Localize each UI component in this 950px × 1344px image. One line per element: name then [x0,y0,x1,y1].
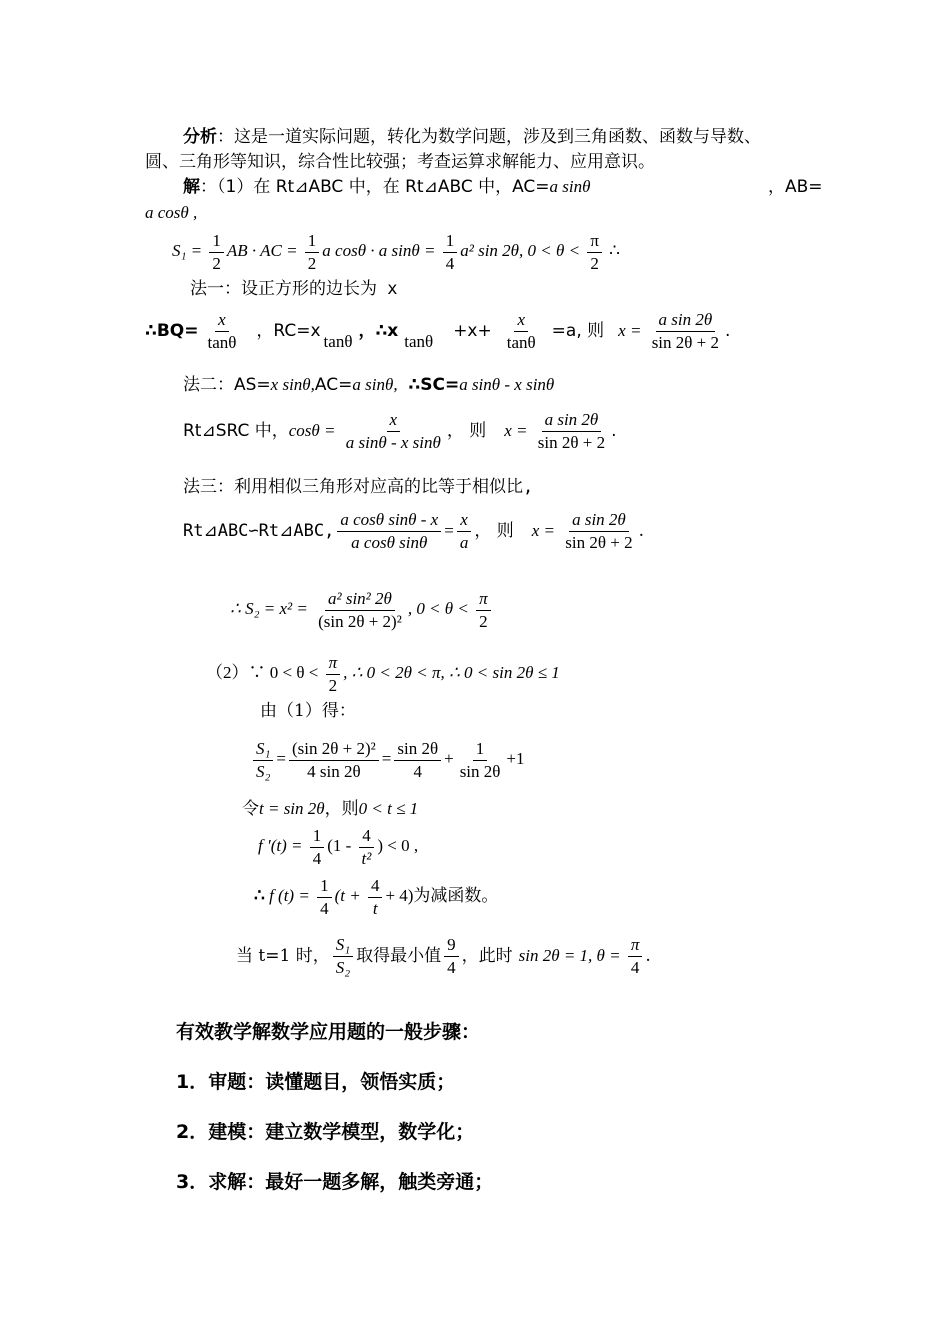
s1-end: a² sin 2θ, 0 < θ < [460,241,585,260]
s2-pi-fraction: $\frac{\pi}{2}$ [476,589,491,632]
x-over-a-fraction: $\frac{x}{a}$ [457,510,472,553]
solution-intro: ：（1）在 Rt⊿ABC 中，在 Rt⊿ABC 中，AC= [200,177,550,197]
decreasing-line: ∴ f (t) = $\frac{1}{4}$ (t + $\frac{4}{t}$ + 4)为减函数。 [254,875,499,918]
analysis-line-1 [183,126,761,148]
ab-expr: a cosθ , [145,203,198,222]
method3-title: 法三：利用相似三角形对应高的比等于相似比, [183,477,534,497]
step-item-1: 1．审题：读懂题目，领悟实质； [176,1071,456,1093]
cos-lhs: cosθ = [288,421,340,440]
analysis-text: ：这是一道实际问题，转化为数学问题，涉及到三角函数、函数与导数、 [217,127,761,147]
part2-line-1: （2）∵ 0 < θ < $\frac{\pi}{2}$ , ∴ 0 < 2θ < π, ∴ 0 < sin 2θ ≤ 1 [206,652,560,695]
x-lhs: x = [618,321,646,340]
plus-label: +x+ [453,321,492,341]
method1-equation: ∴BQ= $\frac{x}{\tan\theta}$ ，RC=x tanθ ，∴x tanθ +x+ $\frac{x}{\tan\theta}$ =a, 则 x = $\frac{\text{a sin 2θ}}{\sin 2\theta + 2}$ . [145,309,731,352]
s1-lhs: S₁ = [172,241,207,260]
part2-pi-fraction: $\frac{\pi}{2}$ [326,653,341,696]
analysis-text-2: 圆、三角形等知识，综合性比较强；考查运算求解能力、应用意识。 [145,152,655,172]
cos-fraction: $\frac{x}{\text{a sinθ - x sinθ}}$ [345,409,441,452]
bq-label: ∴BQ= [145,321,199,341]
s1-formula [172,230,620,274]
plus-fraction: $\frac{x}{\tan\theta}$ [506,309,536,352]
method2-line-1: 法二：AS=x sinθ,AC=a sinθ, ∴SC=a sinθ - x sinθ [183,375,555,395]
derivative-line: f ′(t) = $\frac{1}{4}$ (1 - $\frac{4}{\text{t²}}$ ) < 0 , [258,825,419,868]
pi-half-fraction: $\frac{\pi}{2}$ [587,231,602,274]
analysis-label: 分析 [183,127,217,147]
method2-line-2: Rt⊿SRC 中，cosθ = $\frac{x}{\text{a sinθ - x sinθ}}$ ， 则 x = $\frac{\text{a sin 2θ}}{\sin 2\theta + 2}$ . [183,409,617,452]
half-fraction-2: $\frac{1}{2}$ [305,231,320,274]
s1-mid: AB · AC = [226,241,302,260]
thus-label: ，∴x [358,321,399,341]
let-line: 令t = sin 2θ，则0 < t ≤ 1 [242,799,419,819]
nine-quarters-fraction: $\frac{9}{4}$ [444,935,459,978]
bq-fraction: $\frac{x}{\tan\theta}$ [207,309,237,352]
pi-quarter-fraction: $\frac{\pi}{4}$ [628,935,643,978]
eqa-label: =a, 则 [551,321,605,341]
s2-formula: ∴ S₂ = x² = $\frac{\text{a² sin² 2θ}}{\text{(sin 2θ + 2)²}}$ , 0 < θ < $\frac{\pi}{2}$ [230,586,494,632]
half-fraction: $\frac{1}{2}$ [209,231,224,274]
part2-from: 由（1）得： [260,701,356,721]
analysis-line-2 [145,151,655,173]
quarter-fraction: $\frac{1}{4}$ [443,231,458,274]
ac-expr: a sinθ [549,177,591,196]
method3-line-2: Rt⊿ABC∽Rt⊿ABC, $\frac{\text{a cosθ sinθ - x}}{\text{a cosθ sinθ}}$ = $\frac{x}{a}$ ， 则 x = $\frac{\text{a sin 2θ}}{\sin 2\theta + 2}$ . [183,510,644,552]
rc-label: ，RC=x [256,321,321,341]
x-result-fraction: $\frac{\text{a sin 2θ}}{\sin 2\theta + 2}$ [651,309,720,352]
minimum-line: 当 t=1 时， $\frac{\text{S₁}}{\text{S₂}}$ 取得最小值 $\frac{9}{4}$ ，此时 sin 2θ = 1, θ = $\frac{\pi}{4}$ . [236,935,651,977]
thus-fraction: tanθ [404,332,434,351]
s2-fraction: $\frac{\text{a² sin² 2θ}}{\text{(sin 2θ + 2)²}}$ [318,588,402,631]
as-value: x sinθ, [270,375,315,394]
s1-mid2: a cosθ · a sinθ = [322,241,440,260]
solution-label: 解 [183,177,200,197]
ac-value: a sinθ, [352,375,398,394]
s1-s2-fraction: $\frac{\text{S₁}}{\text{S₂}}$ [253,739,273,782]
rc-fraction: tanθ [323,332,353,351]
ab-label: ，AB= [768,177,823,197]
s1-tail: ∴ [604,241,620,260]
steps-heading: 有效教学解数学应用题的一般步骤： [176,1021,481,1043]
step-item-3: 3．求解：最好一题多解，触类旁通； [176,1171,494,1193]
method1-title: 法一：设正方形的边长为 x [190,279,398,299]
sc-value: a sinθ - x sinθ [459,375,555,394]
method3-x-fraction: $\frac{\text{a sin 2θ}}{\sin 2\theta + 2}$ [565,510,633,552]
step-item-2: 2．建模：建立数学模型，数学化； [176,1121,475,1143]
method2-x-fraction: $\frac{\text{a sin 2θ}}{\sin 2\theta + 2}$ [537,409,606,452]
solution-line-1 [183,176,591,198]
ratio-equation: $\frac{\text{S₁}}{\text{S₂}}$ = $\frac{\text{(sin 2θ + 2)²}}{4 \sin 2\theta}$ = $\frac{\sin 2\theta}{4}$ + $\frac{1}{\sin 2\theta}$ +1 [250,736,525,782]
s1-s2-fraction-2: $\frac{\text{S₁}}{\text{S₂}}$ [333,935,353,978]
ratio-fraction: $\frac{\text{a cosθ sinθ - x}}{\text{a cosθ sinθ}}$ [337,510,441,553]
